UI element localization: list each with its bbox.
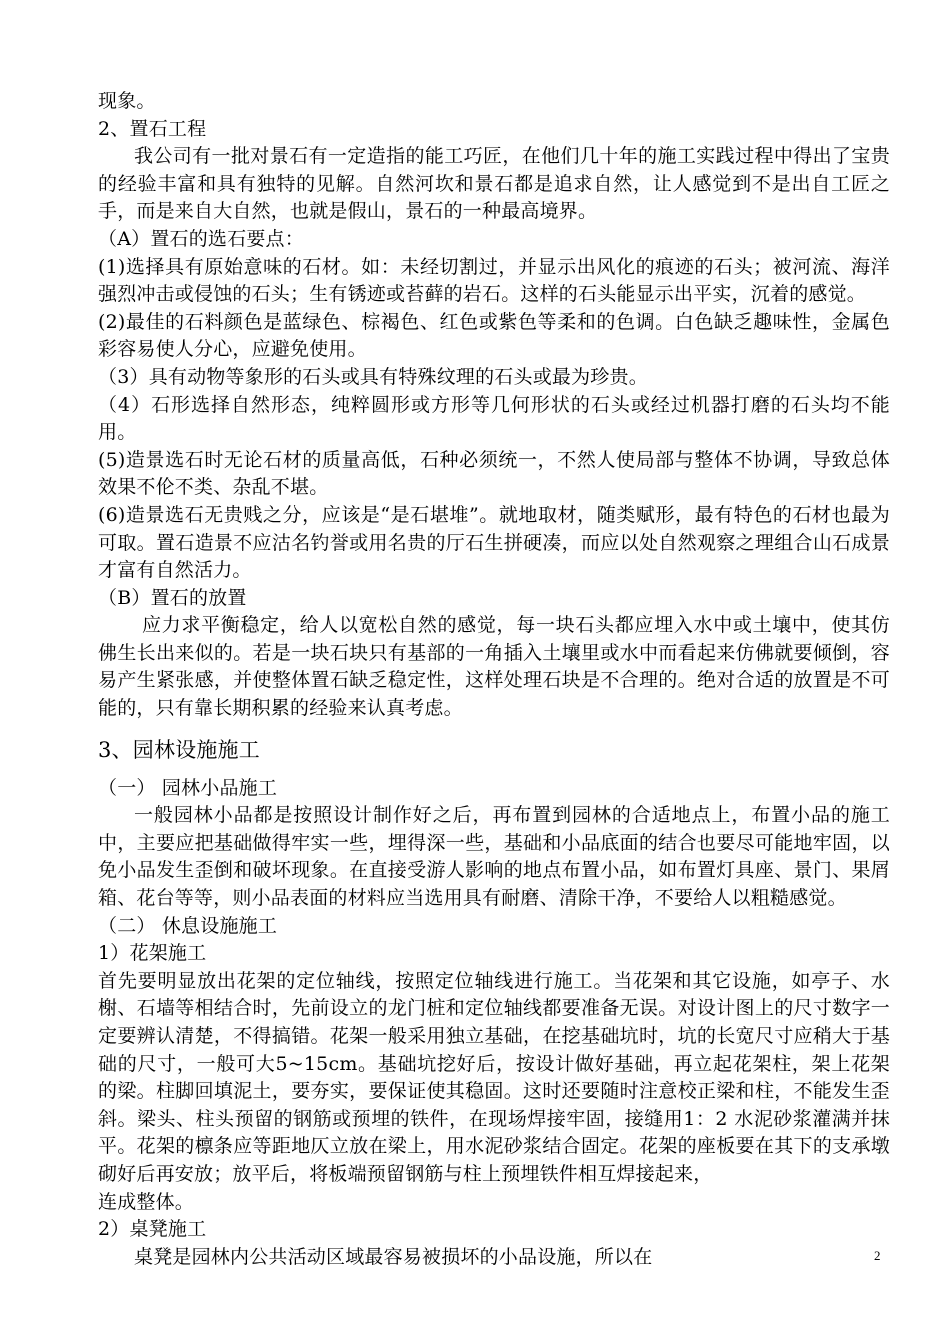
page-number: 2 <box>874 1248 881 1263</box>
paragraph-stone-intro: 我公司有一批对景石有一定造指的能工巧匠，在他们几十年的施工实践过程中得出了宝贵的经验丰富和具有独特的见解。自然河坎和景石都是追求自然，让人感觉到不是出自工匠之手，而是来自大自然，也就是假山，景石的一种最高境界。 <box>98 145 890 223</box>
subheading-stone-placement: （B）置石的放置 <box>98 586 247 609</box>
subheading-garden-ornaments: （一） 园林小品施工 <box>98 776 278 799</box>
paragraph-pergola-end: 连成整体。 <box>98 1190 195 1213</box>
subheading-stone-selection: （A）置石的选石要点： <box>98 227 304 250</box>
list-item-selection-1: (1)选择具有原始意味的石材。如：未经切割过，并显示出风化的痕迹的石头；被河流、海洋强烈冲击或侵蚀的石头；生有锈迹或苔藓的岩石。这样的石头能显示出平实，沉着的感觉。 <box>98 255 890 306</box>
paragraph-continuation: 现象。 <box>98 90 156 112</box>
list-item-selection-4: （4）石形选择自然形态，纯粹圆形或方形等几何形状的石头或经过机器打磨的石头均不能用。 <box>98 393 890 444</box>
paragraph-stone-placement: 应力求平衡稳定，给人以宽松自然的感觉，每一块石头都应埋入水中或土壤中，使其仿佛生长出来似的。若是一块石块只有基部的一角插入土壤里或水中而看起来仿佛就要倾倒，容易产生紧张感，并使整体置石缺乏稳定性，这样处理石块是不合理的。绝对合适的放置是不可能的，只有靠长期积累的经验来认真考虑。 <box>98 614 890 720</box>
paragraph-pergola: 首先要明显放出花架的定位轴线，按照定位轴线进行施工。当花架和其它设施，如亭子、水榭、石墙等相结合时，先前设立的龙门桩和定位轴线都要准备无误。对设计图上的尺寸数字一定要辨认清楚，不得搞错。花架一般采用独立基础，在挖基础坑时，坑的长宽尺寸应稍大于基础的尺寸，一般可大5~15cm。基础坑挖好后，按设计做好基础，再立起花架柱，架上花架的梁。柱脚回填泥土，要夯实，要保证使其稳固。这时还要随时注意校正梁和柱，不能发生歪斜。梁头、柱头预留的钢筋或预埋的铁件，在现场焊接牢固，接缝用1：2 水泥砂浆灌满并抹平。花架的檩条应等距地仄立放在梁上，用水泥砂浆结合固定。花架的座板要在其下的支承墩砌好后再安放；放平后，将板端预留钢筋与柱上预埋铁件相互焊接起来， <box>98 969 890 1185</box>
section-heading-garden-facilities: 3、园林设施施工 <box>98 737 260 762</box>
section-heading-stone-setting: 2、置石工程 <box>98 117 207 140</box>
list-item-selection-2: (2)最佳的石料颜色是蓝绿色、棕褐色、红色或紫色等柔和的色调。白色缺乏趣味性，金属色彩容易使人分心，应避免使用。 <box>98 310 890 361</box>
subheading-pergola: 1）花架施工 <box>98 942 207 965</box>
subheading-benches: 2）桌凳施工 <box>98 1218 207 1241</box>
list-item-selection-3: （3）具有动物等象形的石头或具有特殊纹理的石头或最为珍贵。 <box>98 365 648 388</box>
paragraph-benches: 桌凳是园林内公共活动区域最容易被损坏的小品设施，所以在 <box>134 1245 653 1268</box>
page-body <box>98 88 890 1271</box>
list-item-selection-5: (5)造景选石时无论石材的质量高低，石种必须统一，不然人使局部与整体不协调，导致总体效果不伦不类、杂乱不堪。 <box>98 448 890 499</box>
list-item-selection-6: (6)造景选石无贵贱之分，应该是“是石堪堆”。就地取材，随类赋形，最有特色的石材也最为可取。置石造景不应沽名钓誉或用名贵的厅石生拼硬凑，而应以处自然观察之理组合山石成景才富有自然活力。 <box>98 503 890 582</box>
subheading-rest-facilities: （二） 休息设施施工 <box>98 914 278 937</box>
paragraph-garden-ornaments: 一般园林小品都是按照设计制作好之后，再布置到园林的合适地点上，布置小品的施工中，主要应把基础做得牢实一些，埋得深一些，基础和小品底面的结合也要尽可能地牢固，以免小品发生歪倒和破坏现象。在直接受游人影响的地点布置小品，如布置灯具座、景门、果屑箱、花台等等，则小品表面的材料应当选用具有耐磨、清除干净，不要给人以粗糙感觉。 <box>98 804 890 910</box>
